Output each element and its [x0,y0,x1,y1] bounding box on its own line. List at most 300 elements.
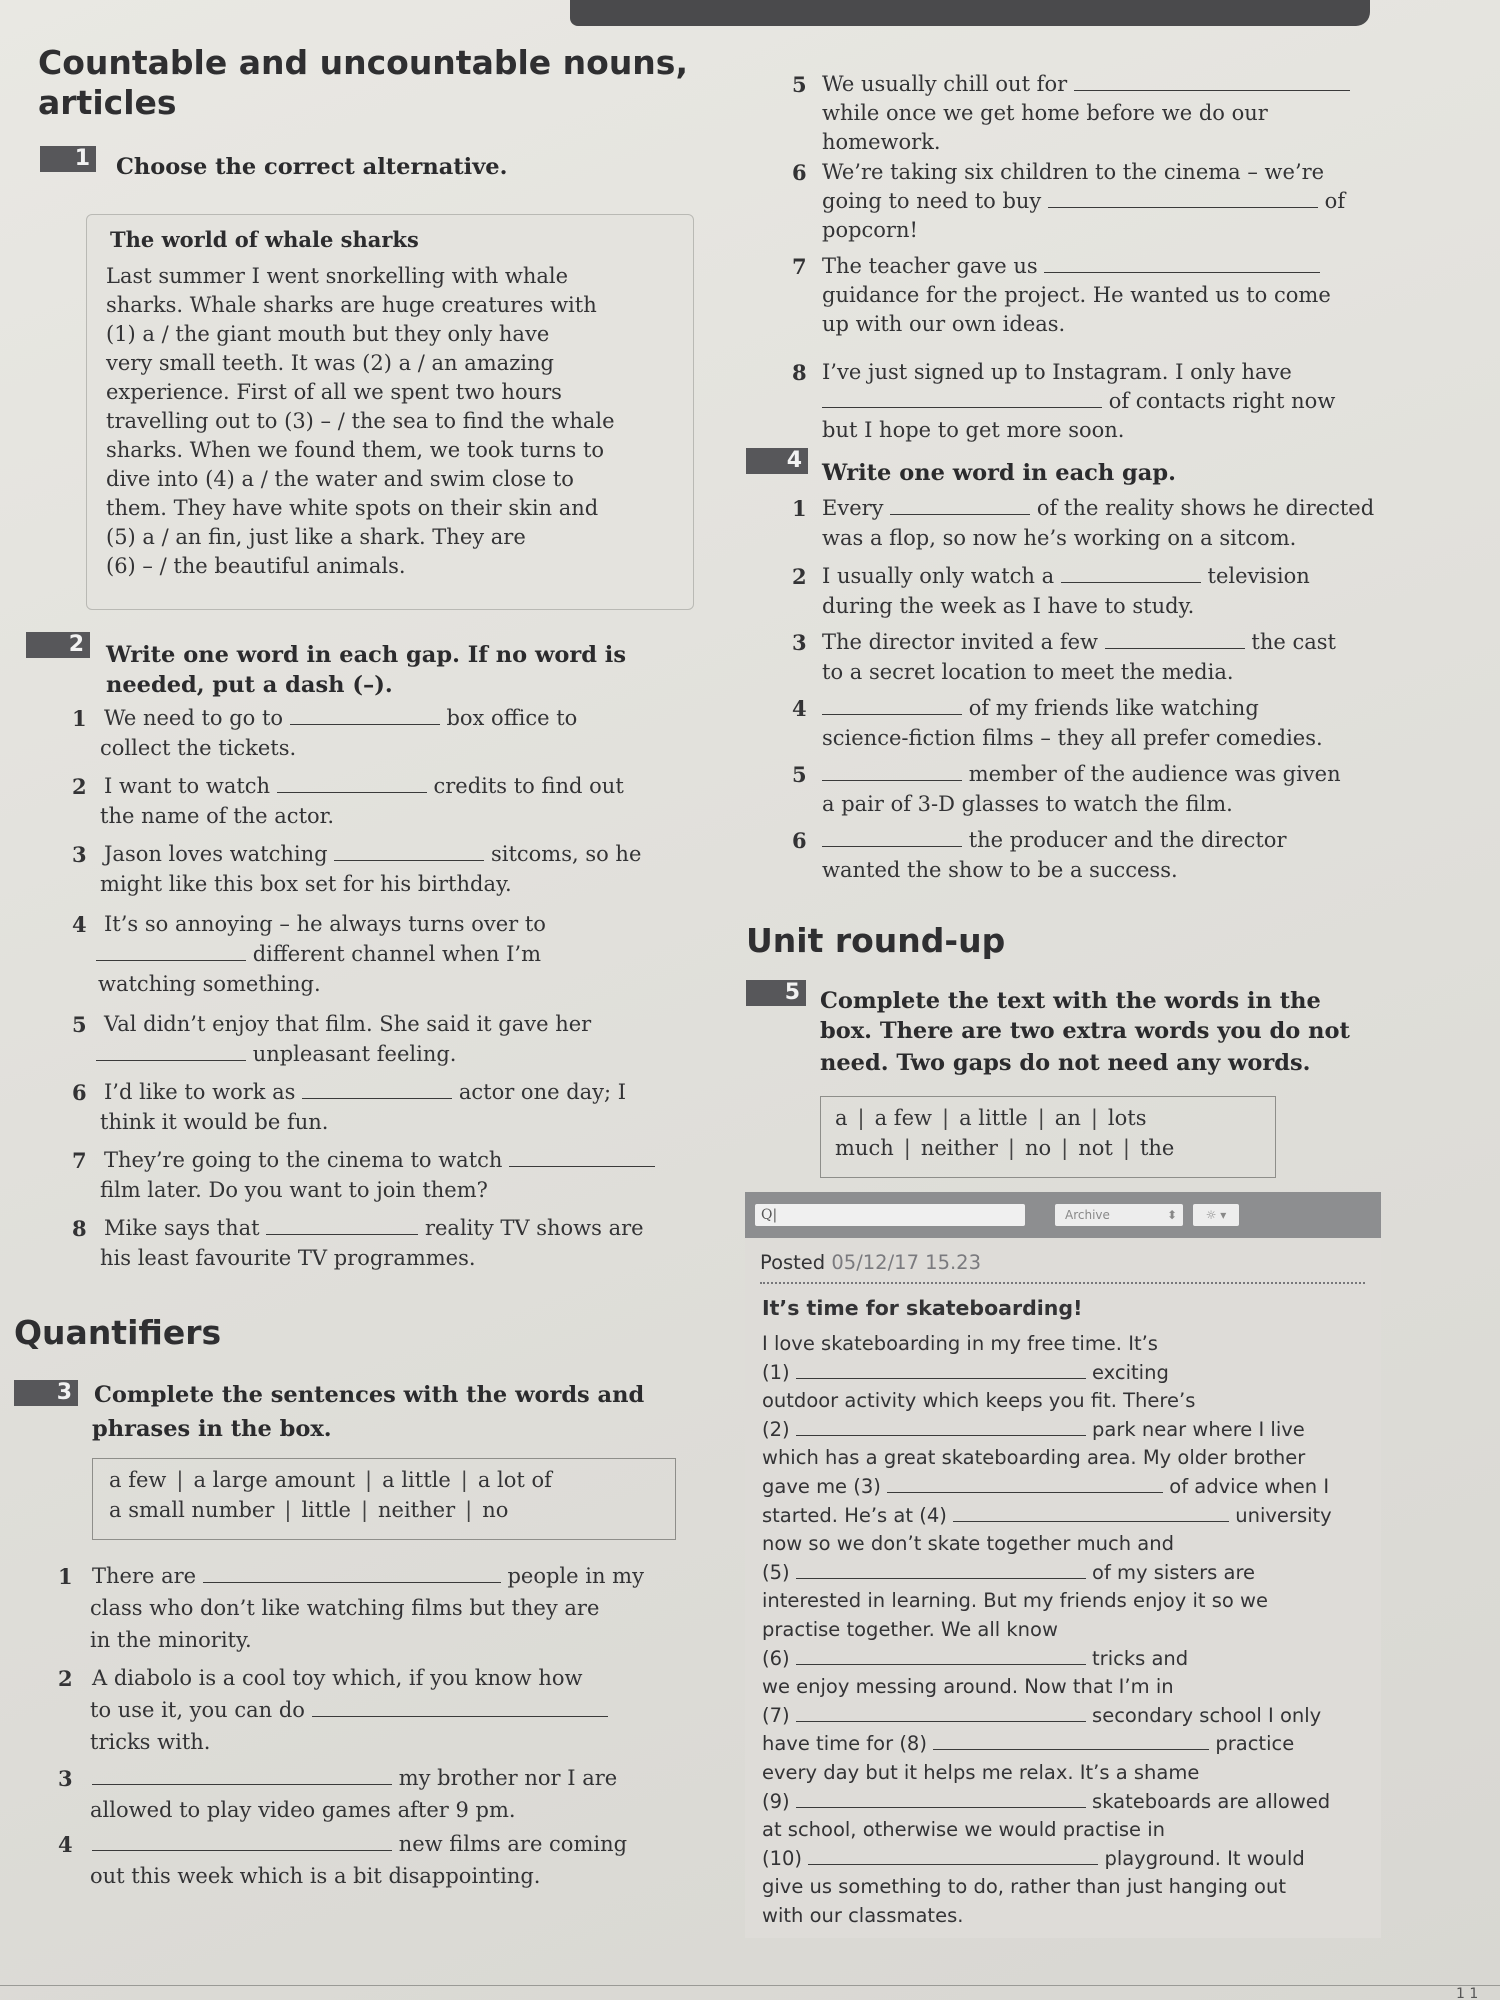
separator: | [284,1498,292,1522]
item-line-2 [822,387,1335,417]
item-line-2 [822,724,1323,754]
text-box-title: The world of whale sharks [110,227,419,252]
item-text: We need to go to [104,706,284,730]
answer-gap[interactable] [509,1148,655,1167]
answer-gap[interactable] [302,1080,452,1099]
blog-text: interested in learning. But my friends enjoy it so we [762,1589,1268,1613]
item-text: but I hope to get more soon. [822,418,1125,442]
answer-gap[interactable] [96,942,246,961]
item-text: class who don’t like watching films but they are [90,1596,600,1620]
item-number [72,910,87,940]
blog-line [762,1673,1174,1702]
item-number-text: 5 [72,1012,87,1037]
blog-text: university [1235,1503,1332,1527]
word-box-row [109,1495,661,1525]
item-text: wanted the show to be a success. [822,858,1178,882]
exercise-5-instruction-l3: need. Two gaps do not need any words. [820,1050,1311,1076]
item-number-text: 1 [72,706,87,731]
separator: | [903,1136,911,1160]
word-option: a little [382,1468,451,1492]
blog-text: tricks and [1092,1646,1189,1670]
word-option: lots [1107,1106,1147,1130]
item-number-text: 5 [792,762,807,787]
item-text: popcorn! [822,218,918,242]
item-line-1 [104,1010,591,1040]
item-number [58,1830,73,1860]
item-number [792,494,807,524]
answer-gap[interactable] [822,389,1102,408]
answer-gap[interactable] [277,774,427,793]
answer-gap[interactable] [1048,189,1318,208]
item-number-text: 1 [58,1564,73,1589]
answer-gap[interactable] [822,696,962,715]
word-option: no [1025,1136,1052,1160]
item-line-1 [92,1830,627,1860]
archive-label: Archive [1065,1208,1110,1222]
exercise-5-badge: 5 [746,980,806,1006]
blog-line [762,1645,1188,1674]
item-number [792,252,807,282]
item-line-3 [822,310,1065,340]
item-number [792,694,807,724]
text-line: sharks. When we found them, we took turns to [106,438,605,462]
gap-number: (8) [899,1732,927,1756]
item-number [792,628,807,658]
blog-text: of my sisters are [1092,1560,1256,1584]
item-line-1 [822,628,1336,658]
page-bottom-line [0,1985,1500,1986]
section-title-line1: Countable and uncountable nouns, [38,43,688,82]
blog-heading: It’s time for skateboarding! [762,1296,1083,1320]
separator: | [1007,1136,1015,1160]
item-text: There are [92,1564,197,1588]
word-option: a small number [109,1498,275,1522]
gap-number: (1) [762,1360,790,1384]
word-box-row [835,1103,1263,1133]
word-option: an [1054,1106,1081,1130]
blog-text: secondary school I only [1092,1703,1322,1727]
gap-number: (6) [762,1646,790,1670]
item-number [72,704,87,734]
answer-gap[interactable] [312,1698,608,1717]
separator: | [176,1468,184,1492]
item-line-1 [104,772,624,802]
answer-gap[interactable] [92,1832,392,1851]
word-box-row [835,1133,1263,1163]
item-text: might like this box set for his birthday. [100,872,512,896]
whale-shark-text [106,262,686,581]
item-line-2 [96,1040,456,1070]
item-number [72,1010,87,1040]
item-text: going to need to buy [822,189,1042,213]
answer-gap[interactable] [266,1216,418,1235]
item-text: up with our own ideas. [822,312,1066,336]
item-text: unpleasant feeling. [252,1042,457,1066]
item-number-text: 4 [792,696,807,721]
answer-gap[interactable] [796,1789,1086,1808]
item-text: of contacts right now [1108,389,1336,413]
answer-gap[interactable] [822,762,962,781]
blog-line [762,1359,1169,1388]
posted-line [760,1249,981,1278]
item-text: of the reality shows he directed [1036,496,1375,520]
answer-gap[interactable] [822,828,962,847]
item-text: homework. [822,130,941,154]
item-number [792,826,807,856]
blog-line [762,1616,1058,1645]
item-text: think it would be fun. [100,1110,329,1134]
separator: | [465,1498,473,1522]
item-number [72,772,87,802]
blog-line [762,1759,1199,1788]
blog-line [762,1788,1330,1817]
item-text: while once we get home before we do our [822,101,1268,125]
item-text: actor one day; I [458,1080,627,1104]
exercise-5-word-box [820,1096,1276,1178]
gap-number: (7) [762,1703,790,1727]
item-line-3 [822,416,1124,446]
item-line-1 [822,760,1341,790]
posted-label: Posted [760,1251,826,1274]
item-number-text: 3 [58,1766,73,1791]
item-number-text: 2 [58,1666,73,1691]
exercise-5-instruction-l1: Complete the text with the words in the [820,988,1321,1014]
top-dark-band [570,0,1370,26]
answer-gap[interactable] [796,1560,1086,1579]
item-line-2 [90,1594,599,1624]
answer-gap[interactable] [203,1564,501,1583]
gap-number: (3) [853,1475,881,1498]
item-number [72,1078,87,1108]
exercise-2-instruction-l2: needed, put a dash (–). [106,672,393,698]
item-number-text: 7 [72,1148,87,1173]
blog-text: gave me [762,1475,848,1498]
answer-gap[interactable] [96,1042,246,1061]
word-option: a [835,1106,848,1130]
blog-line [762,1387,1195,1416]
item-line-2 [822,99,1268,129]
item-text: in the minority. [90,1628,252,1652]
item-number-text: 6 [72,1080,87,1105]
blog-text: at school, otherwise we would practise in [762,1818,1166,1842]
blog-text: park near where I live [1092,1417,1305,1441]
item-text: The director invited a few [822,630,1098,654]
item-number [58,1664,73,1694]
blog-text: every day but it helps me relax. It’s a shame [762,1761,1200,1784]
item-text: his least favourite TV programmes. [100,1246,476,1270]
word-option: not [1078,1136,1113,1160]
item-line-2 [100,802,334,832]
text-line: (5) a / an fin, just like a shark. They are [106,525,526,549]
exercise-1-instruction: Choose the correct alternative. [116,154,508,180]
item-text: watching something. [98,972,321,996]
text-line: sharks. Whale sharks are huge creatures with [106,293,597,317]
word-option: little [301,1498,351,1522]
blog-text: practice [1215,1732,1295,1756]
answer-gap[interactable] [796,1417,1086,1436]
item-line-1 [92,1562,644,1592]
item-text: out this week which is a bit disappointing. [90,1864,541,1888]
answer-gap[interactable] [290,706,440,725]
item-number-text: 2 [792,564,807,589]
item-number [792,158,807,188]
item-line-2 [822,187,1345,217]
item-number [792,562,807,592]
item-text: tricks with. [90,1730,211,1754]
answer-gap[interactable] [808,1846,1098,1865]
item-number [72,840,87,870]
item-text: I’d like to work as [104,1080,296,1104]
item-text: the producer and the director [968,828,1287,852]
blog-line [762,1845,1305,1874]
blog-line [762,1730,1294,1759]
blog-text: which has a great skateboarding area. My older brother [762,1446,1306,1470]
blog-line [762,1816,1165,1845]
item-number-text: 4 [58,1832,73,1857]
blog-line [762,1330,1158,1359]
separator: | [857,1106,865,1130]
answer-gap[interactable] [1074,72,1350,91]
blog-search-input[interactable]: Q| [755,1204,1025,1226]
word-option: neither [378,1498,456,1522]
item-number [792,358,807,388]
answer-gap[interactable] [796,1360,1086,1379]
exercise-3-instruction-l1: Complete the sentences with the words and [94,1382,645,1408]
blog-line [762,1559,1255,1588]
item-line-1 [822,494,1374,524]
item-text: new films are coming [398,1832,628,1856]
word-option: a little [959,1106,1028,1130]
text-line: (1) a / the giant mouth but they only have [106,322,550,346]
blog-text: with our classmates. [762,1904,964,1927]
item-number-text: 6 [792,160,807,185]
gap-number: (2) [762,1417,790,1441]
item-number [72,1214,87,1244]
answer-gap[interactable] [887,1474,1163,1493]
answer-gap[interactable] [334,842,484,861]
blog-line [762,1702,1321,1731]
item-line-3 [90,1626,252,1656]
blog-text: exciting [1092,1360,1169,1384]
item-text: film later. Do you want to join them? [100,1178,488,1202]
blog-text: skateboards are allowed [1092,1789,1331,1813]
exercise-5-instruction-l2: box. There are two extra words you do not [820,1018,1350,1044]
item-number-text: 2 [72,774,87,799]
item-text: the name of the actor. [100,804,335,828]
item-text: television [1207,564,1310,588]
blog-text: practise together. We all know [762,1618,1058,1641]
item-text: people in my [507,1564,644,1588]
separator: | [1090,1106,1098,1130]
gap-number: (10) [762,1846,803,1870]
item-number-text: 5 [792,72,807,97]
item-text: It’s so annoying – he always turns over to [104,912,546,936]
word-option: much [835,1136,894,1160]
item-line-2 [100,1176,488,1206]
exercise-4-instruction: Write one word in each gap. [822,460,1176,486]
item-line-1 [104,1214,644,1244]
word-option: a few [109,1468,167,1492]
word-option: a large amount [193,1468,356,1492]
item-line-2 [822,592,1194,622]
item-text: sitcoms, so he [490,842,642,866]
word-option: no [482,1498,509,1522]
separator: | [365,1468,373,1492]
answer-gap[interactable] [796,1703,1086,1722]
answer-gap[interactable] [1105,630,1245,649]
item-text: I want to watch [104,774,271,798]
separator: | [1061,1136,1069,1160]
item-number [72,1146,87,1176]
item-line-2 [100,1108,328,1138]
separator: | [1037,1106,1045,1130]
exercise-3-word-box [92,1458,676,1540]
text-line: dive into (4) a / the water and swim close to [106,467,574,491]
item-line-2 [822,524,1296,554]
blog-text: give us something to do, rather than just hanging out [762,1875,1286,1899]
item-number-text: 4 [72,912,87,937]
answer-gap[interactable] [1061,564,1201,583]
blog-line [762,1530,1174,1559]
posted-date: 05/12/17 15.23 [831,1251,981,1274]
item-line-1 [822,158,1324,188]
item-text: of [1324,189,1346,213]
answer-gap[interactable] [1044,254,1320,273]
item-text: box office to [446,706,578,730]
exercise-4-badge: 4 [746,448,808,474]
item-number [792,70,807,100]
item-line-3 [90,1728,210,1758]
item-line-1 [104,704,577,734]
item-text: reality TV shows are [424,1216,644,1240]
item-text: to use it, you can do [90,1698,305,1722]
item-text: A diabolo is a cool toy which, if you know how [92,1666,583,1690]
answer-gap[interactable] [796,1646,1086,1665]
blog-line [762,1473,1329,1502]
blog-line [762,1873,1286,1902]
text-line: (6) – / the beautiful animals. [106,554,406,578]
item-text: member of the audience was given [968,762,1341,786]
archive-arrow-icon: ⬍ [1166,1208,1177,1222]
item-line-2 [90,1796,516,1826]
item-line-2 [90,1696,608,1726]
separator: | [1122,1136,1130,1160]
text-line: them. They have white spots on their skin and [106,496,599,520]
item-text: We’re taking six children to the cinema – we’re [822,160,1325,184]
blog-text: now so we don’t skate together much and [762,1532,1174,1556]
item-line-1 [104,1146,655,1176]
blog-line [762,1502,1332,1531]
item-line-1 [104,1078,626,1108]
blog-divider [760,1282,1365,1284]
answer-gap[interactable] [953,1503,1229,1522]
item-text: a pair of 3-D glasses to watch the film. [822,792,1233,816]
item-number [58,1562,73,1592]
gap-number: (5) [762,1560,790,1584]
item-line-2 [100,1244,476,1274]
blog-archive-select[interactable] [1055,1204,1183,1226]
item-line-2 [90,1862,541,1892]
item-line-3 [98,970,321,1000]
answer-gap[interactable] [933,1731,1209,1750]
separator: | [460,1468,468,1492]
word-option: a few [874,1106,932,1130]
answer-gap[interactable] [92,1766,392,1785]
item-number-text: 7 [792,254,807,279]
item-line-1 [92,1764,617,1794]
item-line-2 [822,658,1234,688]
item-text: Every [822,496,884,520]
item-line-2 [100,734,296,764]
item-text: to a secret location to meet the media. [822,660,1234,684]
item-line-3 [822,216,918,246]
blog-line [762,1587,1268,1616]
word-box-row [109,1465,661,1495]
item-text: credits to find out [433,774,624,798]
item-number-text: 3 [792,630,807,655]
item-line-1 [822,826,1287,856]
item-text: I usually only watch a [822,564,1055,588]
word-option: the [1139,1136,1175,1160]
blog-text: started. He’s at [762,1503,914,1527]
item-line-2 [822,790,1233,820]
item-text: Jason loves watching [104,842,328,866]
item-number [58,1764,73,1794]
exercise-2-instruction-l1: Write one word in each gap. If no word is [106,642,626,668]
gap-number: (4) [919,1503,947,1527]
text-line: experience. First of all we spent two hours [106,380,562,404]
item-text: Val didn’t enjoy that film. She said it gave her [104,1012,592,1036]
blog-text: of advice when I [1169,1475,1330,1498]
gear-icon[interactable]: ☼ ▾ [1193,1204,1239,1226]
text-line: very small teeth. It was (2) a / an amazing [106,351,554,375]
item-text: during the week as I have to study. [822,594,1195,618]
separator: | [941,1106,950,1130]
exercise-1-badge: 1 [40,146,96,172]
item-text: They’re going to the cinema to watch [104,1148,503,1172]
blog-text: I love skateboarding in my free time. It’s [762,1332,1158,1355]
item-line-2 [822,856,1178,886]
blog-line [762,1444,1305,1473]
item-text: allowed to play video games after 9 pm. [90,1798,516,1822]
item-text: different channel when I’m [252,942,541,966]
item-line-2 [100,870,512,900]
word-option: neither [920,1136,998,1160]
item-number-text: 3 [72,842,87,867]
item-line-2 [96,940,541,970]
section-title-line2: articles [38,83,177,122]
item-line-1 [104,910,546,940]
item-number-text: 8 [72,1216,87,1241]
item-line-1 [822,70,1350,100]
corner-mark: 1 1 [1456,1986,1479,2000]
item-line-1 [822,252,1320,282]
item-number-text: 6 [792,828,807,853]
answer-gap[interactable] [890,496,1030,515]
item-text: We usually chill out for [822,72,1068,96]
item-text: my brother nor I are [398,1766,618,1790]
item-text: The teacher gave us [822,254,1038,278]
item-line-1 [822,694,1259,724]
exercise-2-badge: 2 [26,632,90,658]
item-text: collect the tickets. [100,736,297,760]
item-text: guidance for the project. He wanted us to come [822,283,1331,307]
blog-line [762,1902,963,1931]
item-text: was a flop, so now he’s working on a sitcom. [822,526,1297,550]
item-line-3 [822,128,941,158]
blog-text: we enjoy messing around. Now that I’m in [762,1675,1174,1699]
exercise-3-instruction-l2: phrases in the box. [92,1416,332,1442]
